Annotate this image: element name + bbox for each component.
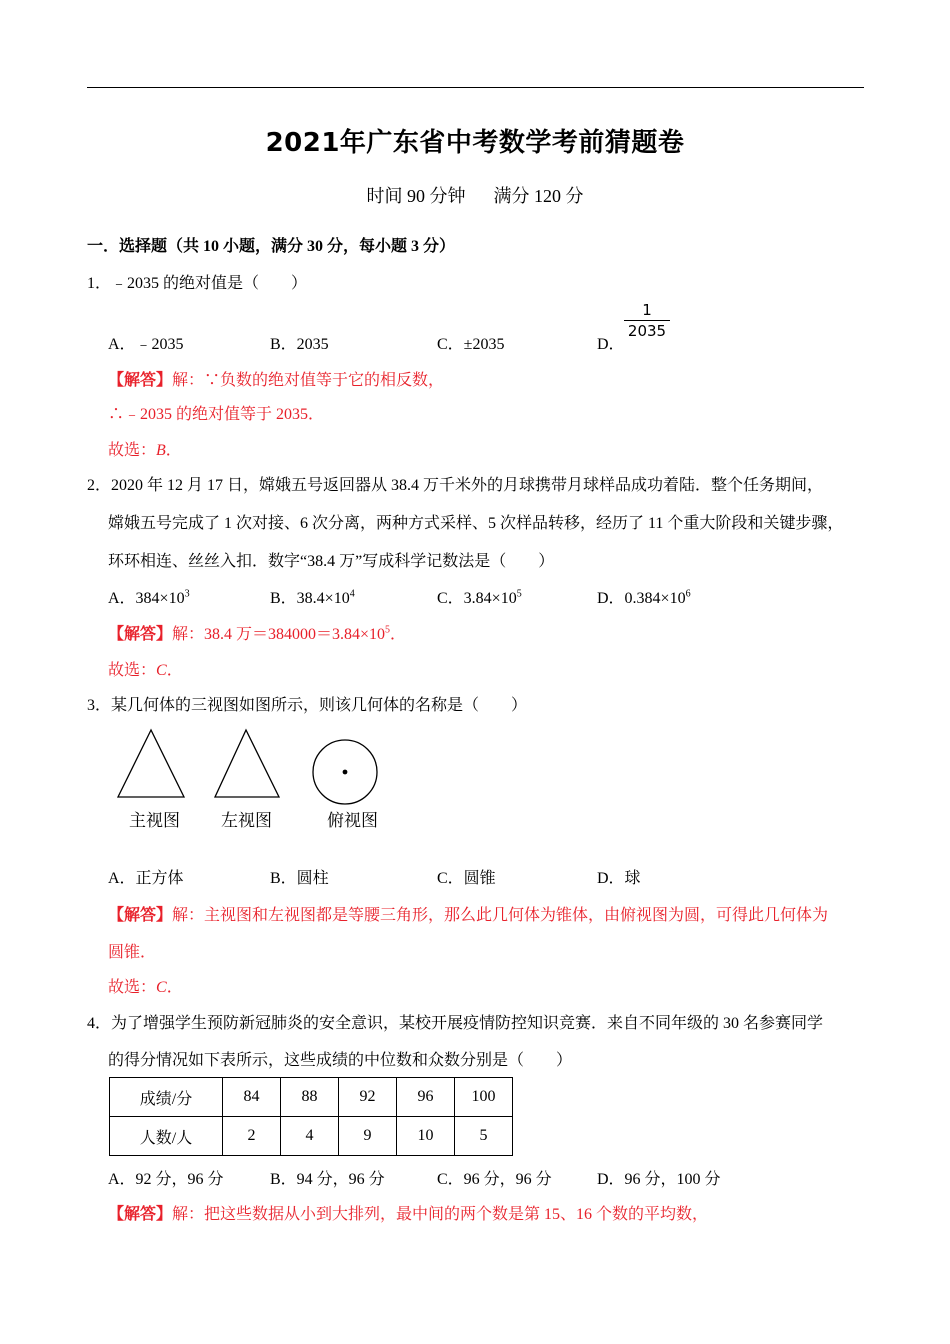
q3-option-c: C．圆锥 bbox=[437, 870, 496, 887]
q2-stem-line2: 嫦娥五号完成了 1 次对接、6 次分离，两种方式采样、5 次样品转移，经历了 11 个重大阶段和关键步骤， bbox=[108, 515, 844, 532]
score-table bbox=[109, 1077, 513, 1156]
section-heading: 一．选择题（共 10 小题，满分 30 分，每小题 3 分） bbox=[87, 238, 456, 255]
choice-letter: B bbox=[156, 442, 166, 459]
table-cell: 96 bbox=[397, 1078, 455, 1117]
option-base: C．3.84×10 bbox=[437, 590, 517, 607]
q4-stem-line1: 4．为了增强学生预防新冠肺炎的安全意识，某校开展疫情防控知识竞赛．来自不同年级的 30 名参赛同学 bbox=[87, 1015, 824, 1032]
exam-info bbox=[0, 182, 950, 208]
table-header-cell: 人数/人 bbox=[110, 1117, 223, 1156]
q2-stem-line3: 环环相连、丝丝入扣．数字“38.4 万”写成科学记数法是（ ） bbox=[108, 553, 555, 570]
option-base: D．0.384×10 bbox=[597, 590, 686, 607]
q2-option-d bbox=[597, 585, 691, 608]
table-header-cell: 成绩/分 bbox=[110, 1078, 223, 1117]
option-base: B．38.4×10 bbox=[270, 590, 350, 607]
q3-option-a: A．正方体 bbox=[108, 870, 184, 887]
table-cell: 100 bbox=[455, 1078, 513, 1117]
top-view-center-dot bbox=[343, 770, 348, 775]
q1-option-b: B．2035 bbox=[270, 336, 329, 353]
answer-exponent: 5 bbox=[385, 624, 391, 636]
q4-option-c: C．96 分，96 分 bbox=[437, 1171, 552, 1188]
q3-answer-line2: 圆锥． bbox=[108, 944, 157, 961]
choice-prefix: 故选： bbox=[108, 662, 157, 679]
q3-option-b: B．圆柱 bbox=[270, 870, 329, 887]
option-exponent: 4 bbox=[349, 588, 355, 600]
q1-option-c: C．±2035 bbox=[437, 336, 505, 353]
exam-time: 时间 90 分钟 bbox=[366, 186, 466, 206]
q4-answer-line1 bbox=[108, 1201, 708, 1224]
q4-option-a: A．92 分，96 分 bbox=[108, 1171, 224, 1188]
choice-suffix: ． bbox=[165, 442, 182, 459]
option-base: A．384×10 bbox=[108, 590, 185, 607]
q1-option-d-fraction bbox=[624, 300, 670, 341]
q3-option-d: D．球 bbox=[597, 870, 641, 887]
q1-answer-line1 bbox=[108, 367, 444, 390]
exam-score: 满分 120 分 bbox=[493, 186, 584, 206]
q3-choice bbox=[108, 974, 183, 997]
q2-option-c bbox=[437, 585, 522, 608]
header-rule bbox=[87, 87, 864, 88]
fraction-numerator: 1 bbox=[642, 301, 652, 319]
answer-text: 解：38.4 万＝384000＝3.84×10 bbox=[172, 626, 386, 643]
q1-stem: 1．﹣2035 的绝对值是（ ） bbox=[87, 275, 308, 292]
table-cell: 9 bbox=[339, 1117, 397, 1156]
q3-answer-line1 bbox=[108, 902, 828, 925]
table-row bbox=[110, 1078, 513, 1117]
choice-prefix: 故选： bbox=[108, 979, 157, 996]
q2-option-a bbox=[108, 585, 190, 608]
front-view-label: 主视图 bbox=[129, 811, 180, 831]
side-view-label: 左视图 bbox=[221, 811, 272, 831]
fraction-denominator: 2035 bbox=[627, 322, 667, 340]
side-view-triangle bbox=[215, 730, 279, 797]
table-cell: 88 bbox=[281, 1078, 339, 1117]
answer-end: ． bbox=[390, 626, 407, 643]
three-views-figure bbox=[112, 726, 392, 837]
option-exponent: 3 bbox=[184, 588, 190, 600]
table-cell: 5 bbox=[455, 1117, 513, 1156]
option-exponent: 5 bbox=[516, 588, 522, 600]
q2-choice bbox=[108, 657, 183, 680]
table-cell: 2 bbox=[223, 1117, 281, 1156]
page-title: 2021年广东省中考数学考前猜题卷 bbox=[265, 128, 685, 158]
table-cell: 92 bbox=[339, 1078, 397, 1117]
q1-option-d: D． bbox=[597, 336, 625, 353]
choice-suffix: ． bbox=[166, 979, 183, 996]
q4-option-b: B．94 分，96 分 bbox=[270, 1171, 385, 1188]
q2-option-b bbox=[270, 585, 355, 608]
answer-tag: 【解答】 bbox=[108, 1206, 173, 1223]
q1-option-a: A．﹣2035 bbox=[108, 336, 184, 353]
choice-letter: C bbox=[156, 662, 167, 679]
answer-tag: 【解答】 bbox=[108, 626, 173, 643]
table-cell: 4 bbox=[281, 1117, 339, 1156]
option-exponent: 6 bbox=[685, 588, 691, 600]
front-view-triangle bbox=[118, 730, 184, 797]
answer-text: 解：∵负数的绝对值等于它的相反数， bbox=[172, 372, 445, 389]
choice-suffix: ． bbox=[166, 662, 183, 679]
q1-choice bbox=[108, 437, 182, 460]
table-cell: 10 bbox=[397, 1117, 455, 1156]
table-cell: 84 bbox=[223, 1078, 281, 1117]
choice-letter: C bbox=[156, 979, 167, 996]
q4-stem-line2: 的得分情况如下表所示，这些成绩的中位数和众数分别是（ ） bbox=[108, 1052, 573, 1069]
q1-answer-line2: ∴﹣2035 的绝对值等于 2035． bbox=[108, 406, 325, 423]
q3-stem: 3．某几何体的三视图如图所示，则该几何体的名称是（ ） bbox=[87, 697, 528, 714]
answer-text: 解：主视图和左视图都是等腰三角形，那么此几何体为锥体，由俯视图为圆，可得此几何体为 bbox=[172, 907, 829, 924]
table-row bbox=[110, 1117, 513, 1156]
q2-stem-line1: 2．2020 年 12 月 17 日，嫦娥五号返回器从 38.4 万千米外的月球携带月球样品成功着陆．整个任务期间， bbox=[87, 477, 824, 494]
choice-prefix: 故选： bbox=[108, 442, 157, 459]
top-view-label: 俯视图 bbox=[327, 811, 378, 831]
answer-tag: 【解答】 bbox=[108, 907, 173, 924]
q4-option-d: D．96 分，100 分 bbox=[597, 1171, 721, 1188]
answer-text: 解：把这些数据从小到大排列，最中间的两个数是第 15、16 个数的平均数， bbox=[172, 1206, 709, 1223]
q2-answer bbox=[108, 621, 406, 644]
answer-tag: 【解答】 bbox=[108, 372, 173, 389]
